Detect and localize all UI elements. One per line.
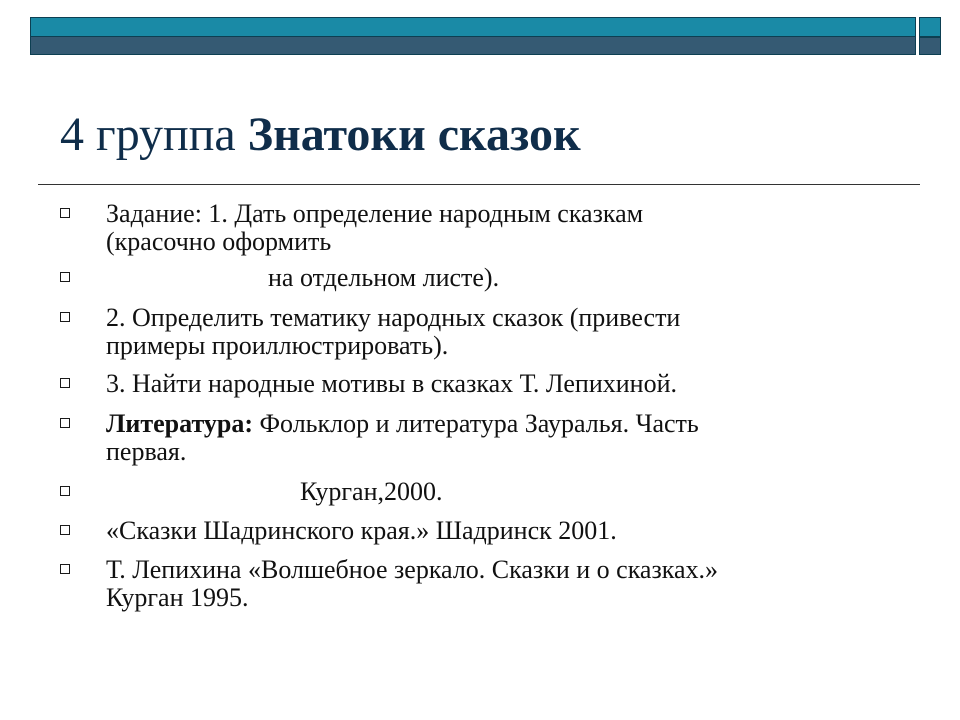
item-text: «Сказки Шадринского края.» Шадринск 2001. (106, 516, 617, 545)
title-bold: Знатоки сказок (247, 108, 581, 161)
square-bullet-icon (60, 208, 70, 218)
square-bullet-icon (60, 418, 70, 428)
item-text: первая. (106, 437, 187, 466)
literature-label: Литература: (106, 409, 253, 438)
item-text: Фольклор и литература Зауралья. Часть (253, 409, 699, 438)
corner-square-bottom (919, 37, 941, 55)
item-text: Т. Лепихина «Волшебное зеркало. Сказки и о сказках.» (106, 555, 719, 584)
item-text: на отдельном листе). (268, 263, 500, 292)
header-decoration-bar (30, 17, 916, 55)
header-band-top (30, 17, 916, 37)
item-text: Курган 1995. (106, 583, 249, 612)
square-bullet-icon (60, 312, 70, 322)
square-bullet-icon (60, 564, 70, 574)
item-text: 3. Найти народные мотивы в сказках Т. Лепихиной. (106, 369, 677, 398)
item-text: 2. Определить тематику народных сказок (привести (106, 303, 681, 332)
square-bullet-icon (60, 272, 70, 282)
square-bullet-icon (60, 378, 70, 388)
title-prefix: 4 группа (60, 108, 248, 161)
item-text: Курган,2000. (300, 477, 443, 506)
item-text: (красочно оформить (106, 227, 332, 256)
header-band-bottom (30, 37, 916, 55)
square-bullet-icon (60, 525, 70, 535)
item-text: примеры проиллюстрировать). (106, 331, 449, 360)
slide-title (60, 107, 581, 162)
title-divider (38, 184, 920, 185)
corner-square-top (919, 17, 941, 37)
square-bullet-icon (60, 486, 70, 496)
item-text: Задание: 1. Дать определение народным сказкам (106, 199, 644, 228)
